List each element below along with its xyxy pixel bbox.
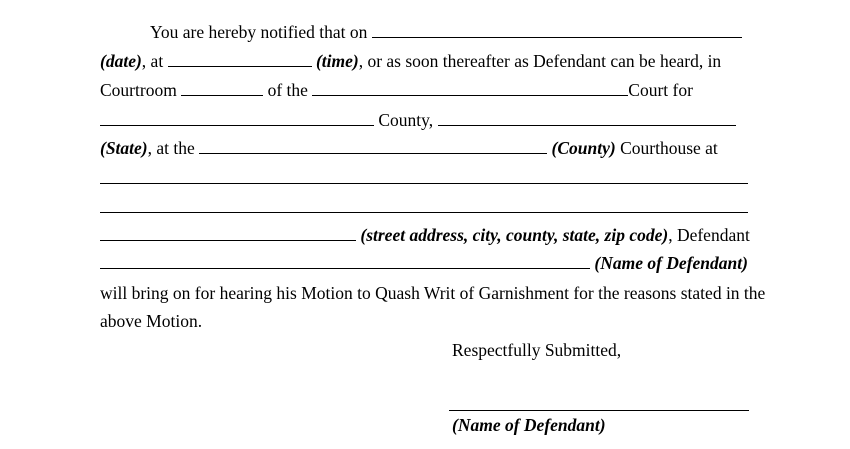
street-address-label: (street address, city, county, state, zip code) <box>360 225 669 245</box>
courtroom-blank[interactable] <box>181 81 263 96</box>
notice-line-10 <box>100 283 765 303</box>
respectfully-submitted-text: Respectfully Submitted, <box>452 340 622 360</box>
county-text: County, <box>378 110 434 130</box>
heard-text: , or as soon thereafter as Defendant can be heard, in <box>358 51 722 71</box>
signature-name-line <box>452 415 606 435</box>
motion-text: will bring on for hearing his Motion to Quash Writ of Garnishment for the reasons stated in the <box>100 283 766 303</box>
notice-line-11 <box>100 311 202 331</box>
at-the-text: , at the <box>147 138 195 158</box>
date-label: (date) <box>100 51 142 71</box>
court-for-text: Court for <box>628 80 693 100</box>
notice-line-5 <box>100 138 718 158</box>
county-blank[interactable] <box>100 111 374 126</box>
courthouse-at-text: Courthouse at <box>620 138 718 158</box>
notice-line-6 <box>100 168 748 188</box>
closing-line <box>452 340 621 360</box>
name-of-defendant-label: (Name of Defendant) <box>594 253 748 273</box>
notice-intro-text: You are hereby notified that on <box>150 22 368 42</box>
hearing-time-blank[interactable] <box>168 52 312 67</box>
notice-line-8 <box>100 225 750 245</box>
courtroom-text: Courtroom <box>100 80 177 100</box>
defendant-text: , Defendant <box>668 225 750 245</box>
of-the-text: of the <box>267 80 308 100</box>
signature-blank[interactable] <box>449 410 749 411</box>
above-motion-text: above Motion. <box>100 311 203 331</box>
notice-line-2 <box>100 51 721 71</box>
at-text: , at <box>141 51 164 71</box>
notice-line-9 <box>100 253 748 273</box>
address-blank-2[interactable] <box>100 198 748 213</box>
notice-line-1 <box>150 22 742 42</box>
hearing-date-blank[interactable] <box>372 23 742 38</box>
address-blank-3[interactable] <box>100 226 356 241</box>
state-blank[interactable] <box>438 111 736 126</box>
county-label: (County) <box>551 138 616 158</box>
court-name-blank[interactable] <box>312 81 628 96</box>
notice-line-7 <box>100 197 748 217</box>
signature-name-label: (Name of Defendant) <box>452 415 606 435</box>
state-label: (State) <box>100 138 148 158</box>
address-blank-1[interactable] <box>100 169 748 184</box>
defendant-name-blank[interactable] <box>100 254 590 269</box>
notice-line-3 <box>100 80 693 100</box>
notice-line-4 <box>100 110 736 130</box>
courthouse-county-blank[interactable] <box>199 139 547 154</box>
time-label: (time) <box>315 51 359 71</box>
